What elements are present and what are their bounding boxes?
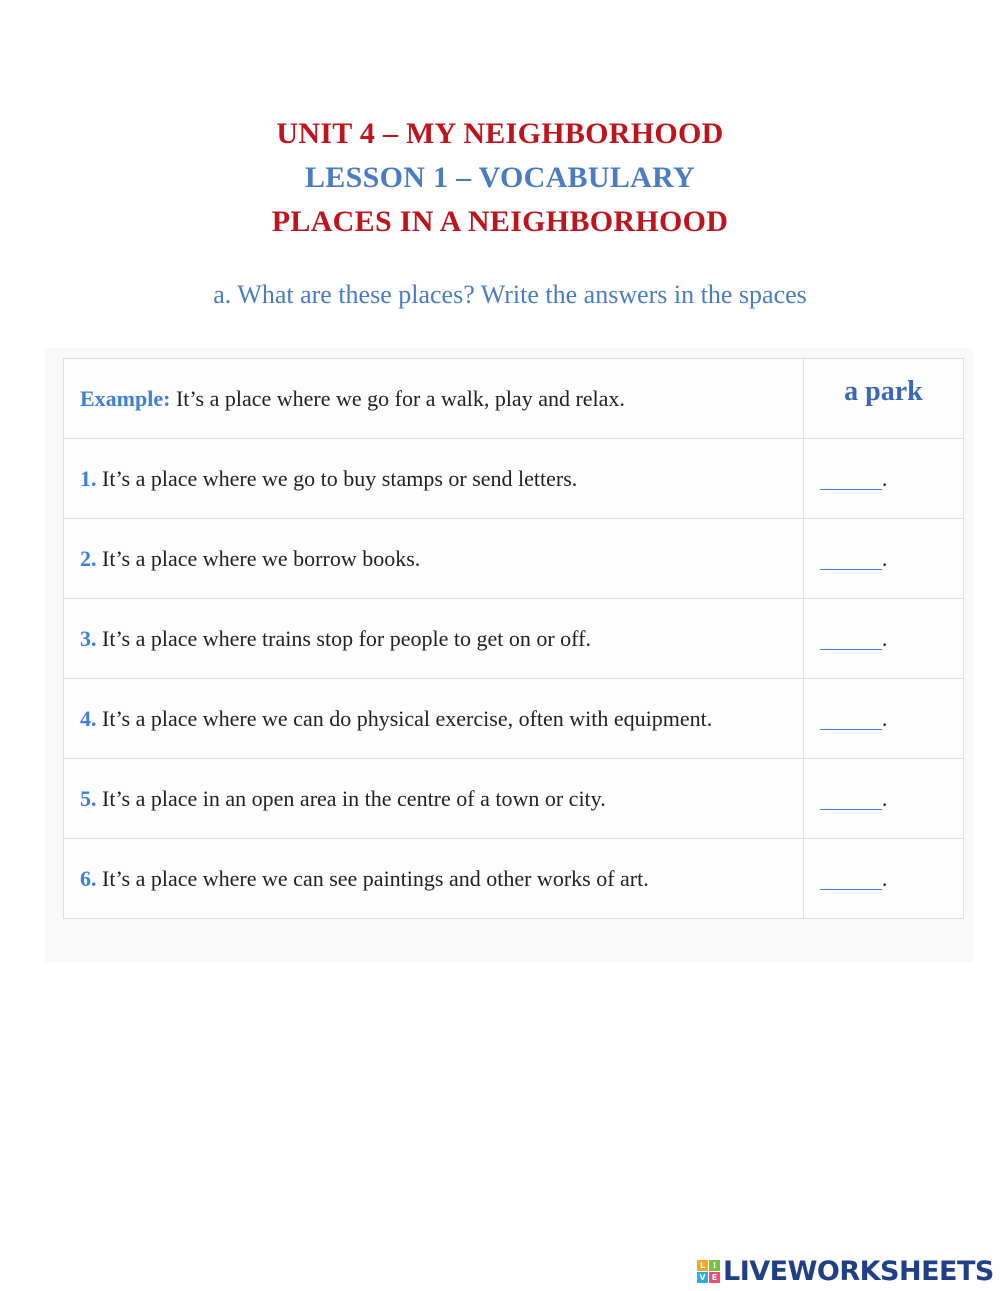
answer-input[interactable] <box>820 471 882 490</box>
example-label: Example: <box>80 385 171 411</box>
question-cell <box>64 839 804 919</box>
logo-block: E <box>709 1272 720 1283</box>
question-number: 6. <box>80 865 97 891</box>
table-row <box>64 599 964 679</box>
question-number: 5. <box>80 785 97 811</box>
lesson-title: LESSON 1 – VOCABULARY <box>304 161 695 194</box>
question-text: It’s a place in an open area in the centre of a town or city. <box>96 785 606 811</box>
answer-input[interactable] <box>820 711 882 730</box>
question-number: 3. <box>80 625 97 651</box>
answer-input[interactable] <box>820 871 882 890</box>
answer-cell <box>803 759 963 839</box>
table-row <box>64 679 964 759</box>
question-number: 2. <box>80 545 97 571</box>
logo-blocks-icon <box>697 1260 720 1283</box>
answer-period: . <box>881 865 888 891</box>
logo-block: I <box>709 1260 720 1271</box>
question-number: 4. <box>80 705 97 731</box>
table-row <box>64 439 964 519</box>
answer-input[interactable] <box>820 551 882 570</box>
example-text: It’s a place where we go for a walk, play and relax. <box>170 385 625 411</box>
answer-cell <box>803 519 963 599</box>
answer-cell <box>803 839 963 919</box>
table-row <box>64 839 964 919</box>
question-cell <box>64 679 804 759</box>
question-text: It’s a place where we can see paintings and other works of art. <box>96 865 649 891</box>
table-row <box>64 519 964 599</box>
answer-cell <box>803 599 963 679</box>
instruction-text: a. What are these places? Write the answers in the spaces <box>213 280 807 309</box>
logo-text: LIVEWORKSHEETS <box>723 1255 994 1287</box>
logo-block: V <box>697 1272 708 1283</box>
question-text: It’s a place where we go to buy stamps or send letters. <box>96 465 578 491</box>
question-cell <box>64 439 804 519</box>
answer-input[interactable] <box>820 791 882 810</box>
logo-block: L <box>697 1260 708 1271</box>
question-text: It’s a place where we can do physical exercise, often with equipment. <box>96 705 713 731</box>
question-cell <box>64 599 804 679</box>
answer-period: . <box>881 545 888 571</box>
unit-title: UNIT 4 – MY NEIGHBORHOOD <box>276 117 724 150</box>
question-number: 1. <box>80 465 97 491</box>
answer-cell <box>803 679 963 759</box>
answer-cell <box>803 439 963 519</box>
answer-period: . <box>881 785 888 811</box>
answer-period: . <box>881 465 888 491</box>
answer-period: . <box>881 705 888 731</box>
example-answer: a park <box>844 375 923 407</box>
question-text: It’s a place where trains stop for people to get on or off. <box>96 625 591 651</box>
question-text: It’s a place where we borrow books. <box>96 545 421 571</box>
table-row <box>64 759 964 839</box>
question-cell <box>64 519 804 599</box>
topic-title: PLACES IN A NEIGHBORHOOD <box>271 205 729 238</box>
example-question <box>64 359 804 439</box>
liveworksheets-logo <box>697 1254 994 1288</box>
example-row <box>64 359 964 439</box>
question-cell <box>64 759 804 839</box>
title-block <box>0 112 1000 244</box>
answer-period: . <box>881 625 888 651</box>
answer-input[interactable] <box>820 631 882 650</box>
exercise-table <box>63 358 964 919</box>
example-answer-cell <box>803 359 963 439</box>
